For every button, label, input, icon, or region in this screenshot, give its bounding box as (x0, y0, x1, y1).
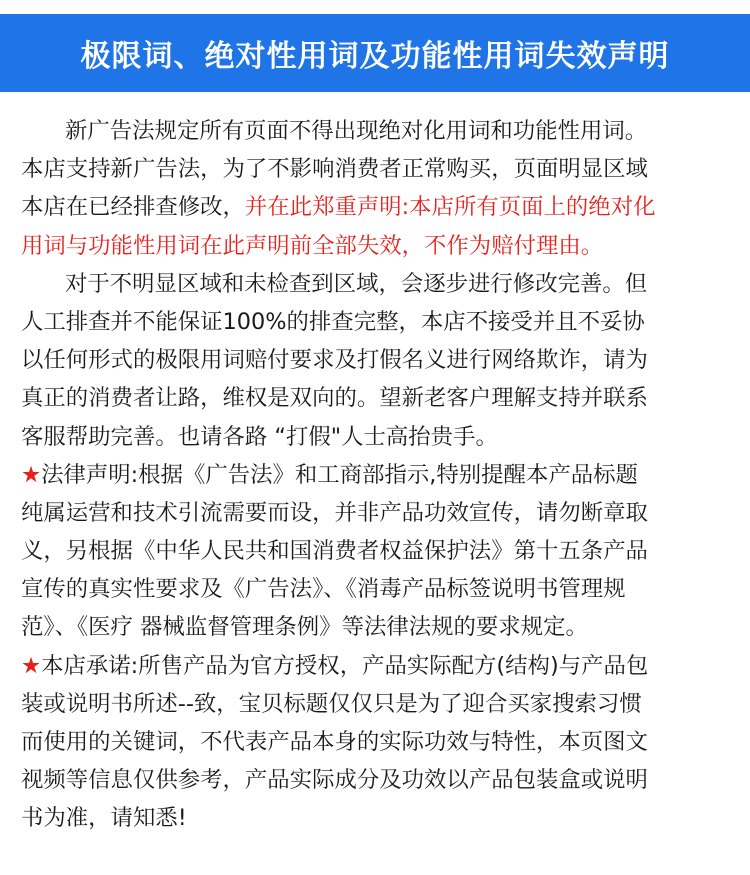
paragraph1-line3-normal: 本店在已经排查修改， (21, 194, 245, 221)
title-banner (0, 14, 750, 92)
promise-line4: 视频等信息仅供参考，产品实际成分及功效以产品包装盒或说明 (21, 767, 648, 794)
promise-line1-text: 本店承诺:所售产品为官方授权，产品实际配方(结构)与产品包 (41, 652, 649, 679)
paragraph1-line3 (21, 188, 733, 226)
star-icon: ★ (21, 461, 42, 488)
paragraph2-line1: 对于不明显区域和未检查到区域，会逐步进行修改完善。但 (65, 270, 648, 297)
paragraph2-line5: 客服帮助完善。也请各路 “打假"人士高抬贵手。 (21, 423, 498, 450)
legal-line4: 宣传的真实性要求及《广告法》、《消毒产品标签说明书管理规 (21, 576, 626, 603)
legal-line3: 义，另根据《中华人民共和国消费者权益保护法》第十五条产品 (21, 538, 648, 565)
legal-line1 (21, 456, 733, 494)
promise-line5: 书为准，请知悉! (21, 805, 187, 832)
paragraph2-line3: 以任何形式的极限用词赔付要求及打假名义进行网络欺诈，请为 (21, 347, 648, 374)
promise-line3: 而使用的关键词，不代表产品本身的实际功效与特性，本页图文 (21, 729, 648, 755)
statement-body (21, 112, 733, 872)
star-icon: ★ (21, 652, 42, 679)
promise-line1 (21, 647, 733, 685)
paragraph1-line2: 本店支持新广告法，为了不影响消费者正常购买，页面明显区域 (21, 156, 648, 183)
declaration-red-text: 并在此郑重声明:本店所有页面上的绝对化 (244, 194, 656, 221)
promise-line2: 装或说明书所述--致，宝贝标题仅仅只是为了迎合买家搜索习惯 (21, 690, 642, 717)
legal-line1-text: 法律声明:根据《广告法》和工商部指示,特别提醒本产品标题 (41, 461, 638, 488)
paragraph1-line4: 用词与功能性用词在此声明前全部失效，不作为赔付理由。 (21, 232, 604, 259)
legal-line2: 纯属运营和技术引流需要而设，并非产品功效宣传，请勿断章取 (21, 499, 648, 526)
legal-line5: 范》、《医疗 器械监督管理条例》等法律法规的要求规定。 (21, 614, 588, 641)
paragraph1-line1: 新广告法规定所有页面不得出现绝对化用词和功能性用词。 (65, 118, 648, 144)
page-title: 极限词、绝对性用词及功能性用词失效声明 (80, 39, 670, 74)
paragraph2-line4: 真正的消费者让路，维权是双向的。望新老客户理解支持并联系 (21, 385, 648, 412)
paragraph2-line2: 人工排查并不能保证100%的排查完整，本店不接受并且不妥协 (21, 308, 645, 335)
